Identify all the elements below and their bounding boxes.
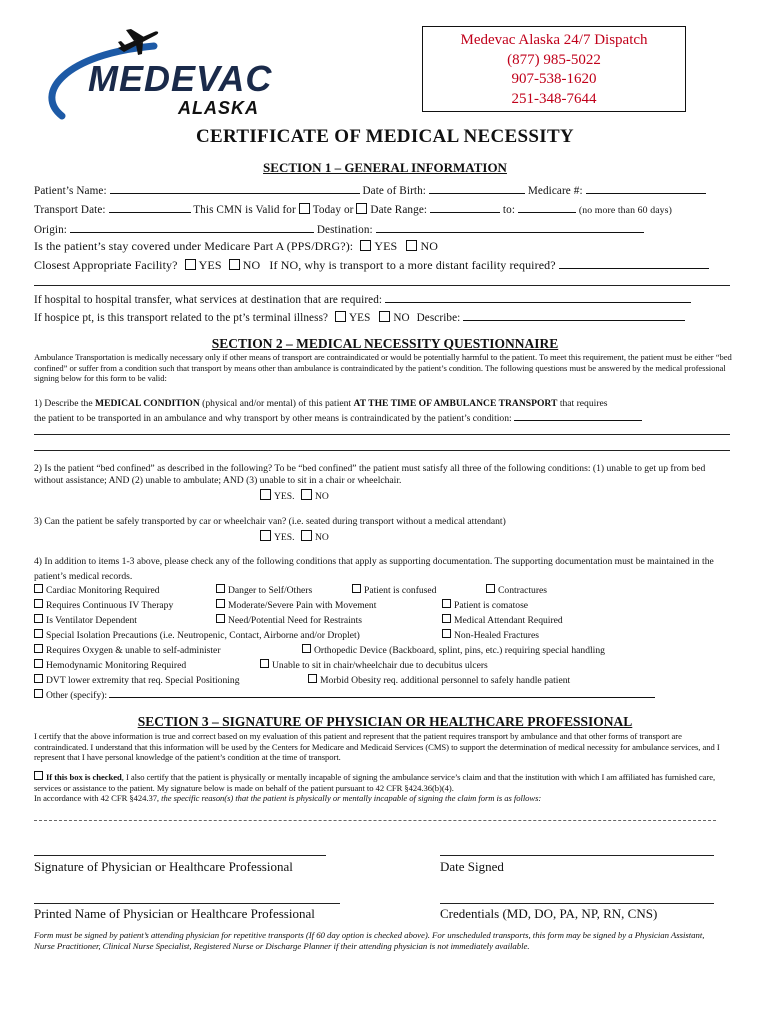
condition-hemodynamic[interactable]: [34, 659, 186, 671]
stay-covered-no-checkbox[interactable]: [406, 240, 417, 251]
cmn-valid-label: This CMN is Valid for: [193, 204, 296, 216]
condition-other[interactable]: [34, 689, 655, 701]
section3-if-checked: [34, 771, 734, 804]
condition-confused-checkbox[interactable]: [352, 584, 361, 593]
stay-covered-label: Is the patient’s stay covered under Medicare Part A (PPS/DRG?):: [34, 239, 354, 253]
stay-covered-yes-checkbox[interactable]: [360, 240, 371, 251]
condition-contractures[interactable]: [486, 584, 547, 596]
q4-text: 4) In addition to items 1-3 above, please check any of the following conditions that apply as supporting documentation. The supporting documentation must be maintained in the patient’s medical records.: [34, 556, 714, 582]
condition-other-field[interactable]: [109, 689, 655, 698]
patient-name-label: Patient’s Name:: [34, 185, 107, 197]
signature-label: Signature of Physician or Healthcare Professional: [34, 859, 293, 874]
q3-answer: [260, 530, 329, 543]
date-range-checkbox[interactable]: [356, 203, 367, 214]
condition-other-label: Other (specify):: [46, 690, 108, 701]
closest-facility-no-checkbox[interactable]: [229, 259, 240, 270]
condition-confused-label: Patient is confused: [364, 585, 437, 596]
row-hospice: [34, 310, 685, 324]
medicare-label: Medicare #:: [527, 185, 583, 197]
closest-facility-label: Closest Appropriate Facility?: [34, 258, 178, 272]
condition-pain-label: Moderate/Severe Pain with Movement: [228, 600, 377, 611]
hospice-yes-label: YES: [349, 312, 371, 324]
condition-iv-checkbox[interactable]: [34, 599, 43, 608]
patient-name-field[interactable]: [110, 183, 360, 194]
condition-orthopedic[interactable]: [302, 644, 605, 656]
if-no-field-line2[interactable]: [34, 285, 730, 286]
closest-facility-no-label: NO: [242, 258, 261, 272]
today-label: Today: [312, 204, 342, 216]
condition-danger[interactable]: [216, 584, 312, 596]
date-signed-label: Date Signed: [440, 859, 504, 874]
date-range-to-field[interactable]: [518, 202, 576, 213]
q3-no-label: NO: [314, 532, 329, 543]
q3-yes-checkbox[interactable]: [260, 530, 271, 541]
condition-isolation-checkbox[interactable]: [34, 629, 43, 638]
max-days-note: (no more than 60 days): [578, 205, 672, 216]
condition-danger-checkbox[interactable]: [216, 584, 225, 593]
q1-part-e: that requires: [557, 398, 608, 409]
transport-date-label: Transport Date:: [34, 204, 106, 216]
origin-label: Origin:: [34, 224, 68, 236]
condition-attendant[interactable]: [442, 614, 563, 626]
condition-restraints-checkbox[interactable]: [216, 614, 225, 623]
q3-no-checkbox[interactable]: [301, 530, 312, 541]
q1-part-b: MEDICAL CONDITION: [95, 398, 200, 409]
dispatch-phone-1: (877) 985-5022: [507, 51, 601, 68]
row-transport-date: [34, 202, 672, 216]
dob-label: Date of Birth:: [362, 185, 427, 197]
if-no-label: If NO, why is transport to a more distant facility required?: [269, 258, 556, 272]
condition-isolation[interactable]: [34, 629, 360, 641]
row-closest-facility: [34, 258, 709, 273]
printed-name-label: Printed Name of Physician or Healthcare Professional: [34, 906, 315, 921]
q2-answer: [260, 489, 329, 502]
condition-pain[interactable]: [216, 599, 376, 611]
hospice-no-checkbox[interactable]: [379, 311, 390, 322]
q1-part-d: AT THE TIME OF AMBULANCE TRANSPORT: [353, 398, 558, 409]
if-checked-rest: , I also certify that the patient is physically or mentally incapable of signing the ambulance service’s claim and that the institution with which I am affiliated has furnished care, services or assistance to the patient. My signature below is made on behalf of the patient pursuant to 42 CFR §424.36(b)(4).: [34, 772, 716, 793]
condition-hemodynamic-label: Hemodynamic Monitoring Required: [46, 660, 187, 671]
q1-answer-field[interactable]: [514, 410, 642, 421]
medevac-logo: [34, 24, 284, 124]
q3-yes-label: YES.: [274, 532, 295, 543]
cfr-part-b: the specific reason(s) that the patient is physically or mentally incapable of signing the claim form is as follows:: [161, 793, 542, 804]
condition-decubitus[interactable]: [260, 659, 488, 671]
origin-field[interactable]: [70, 222, 314, 233]
condition-dvt[interactable]: [34, 674, 240, 686]
section3-certify: I certify that the above information is true and correct based on my evaluation of this patient and represent that the patient requires transport by ambulance and that other forms of transport are contraindicated. I understand that this information will be used by the Centers for Medicare and Medicaid Services (CMS) to support the determination of medical necessity for ambulance services, and I represent that I have personal knowledge of the patient’s condition at the time of transport.: [34, 731, 720, 763]
q1-part-c: (physical and/or mental) of this patient: [199, 398, 354, 409]
condition-cardiac[interactable]: [34, 584, 160, 596]
today-checkbox[interactable]: [299, 203, 310, 214]
condition-dvt-checkbox[interactable]: [34, 674, 43, 683]
q1-answer-line2[interactable]: [34, 434, 730, 435]
signature-line[interactable]: [34, 855, 326, 856]
condition-orthopedic-checkbox[interactable]: [302, 644, 311, 653]
condition-restraints-label: Need/Potential Need for Restraints: [228, 615, 363, 626]
transport-date-field[interactable]: [109, 202, 191, 213]
condition-comatose[interactable]: [442, 599, 528, 611]
condition-orthopedic-label: Orthopedic Device (Backboard, splint, pins, etc.) requiring special handling: [314, 645, 605, 656]
if-no-field[interactable]: [559, 258, 709, 269]
stay-covered-no-label: NO: [420, 239, 438, 253]
condition-oxygen[interactable]: [34, 644, 221, 656]
hospice-describe-label: Describe:: [416, 312, 461, 324]
condition-ventilator[interactable]: [34, 614, 137, 626]
condition-isolation-label: Special Isolation Precautions (i.e. Neutropenic, Contact, Airborne and/or Droplet): [46, 630, 360, 641]
condition-comatose-checkbox[interactable]: [442, 599, 451, 608]
q1-part-f: the patient to be transported in an ambulance and why transport by other means is contraindicated by the patient’s condition:: [34, 413, 512, 425]
page-title: CERTIFICATE OF MEDICAL NECESSITY: [196, 126, 574, 147]
if-checked-bold: If this box is checked: [46, 772, 122, 782]
condition-fractures-label: Non-Healed Fractures: [454, 630, 539, 641]
medicare-field[interactable]: [586, 183, 706, 194]
dispatch-phone-2: 907-538-1620: [511, 71, 597, 87]
condition-danger-label: Danger to Self/Others: [228, 585, 313, 596]
condition-obesity[interactable]: [308, 674, 570, 686]
q2-yes-label: YES.: [274, 491, 295, 502]
condition-hemodynamic-checkbox[interactable]: [34, 659, 43, 668]
hospice-yes-checkbox[interactable]: [335, 311, 346, 322]
condition-contractures-label: Contractures: [498, 585, 548, 596]
incapable-checkbox[interactable]: [34, 771, 43, 780]
closest-facility-yes-label: YES: [198, 258, 222, 272]
closest-facility-yes-checkbox[interactable]: [185, 259, 196, 270]
q2-no-checkbox[interactable]: [301, 489, 312, 500]
q2-text: 2) Is the patient “bed confined” as described in the following? To be “bed confined” the patient must satisfy all three of the following conditions: (1) unable to get up from bed without assistance; AND (2) unable to ambulate; AND (3) unable to sit in a chair or wheelchair.: [34, 463, 706, 487]
date-signed-line[interactable]: [440, 855, 714, 856]
hosp-transfer-label: If hospital to hospital transfer, what services at destination that are required:: [34, 294, 383, 306]
q2-no-label: NO: [314, 491, 329, 502]
condition-obesity-checkbox[interactable]: [308, 674, 317, 683]
condition-confused[interactable]: [352, 584, 436, 596]
section2-heading: SECTION 2 – MEDICAL NECESSITY QUESTIONNAIRE: [211, 336, 559, 351]
hospice-no-label: NO: [393, 312, 410, 324]
to-label: to:: [502, 204, 516, 216]
printed-name-line[interactable]: [34, 903, 340, 904]
condition-iv[interactable]: [34, 599, 173, 611]
condition-decubitus-label: Unable to sit in chair/wheelchair due to decubitus ulcers: [272, 660, 488, 671]
row-origin: [34, 222, 644, 236]
condition-restraints[interactable]: [216, 614, 362, 626]
dob-field[interactable]: [429, 183, 525, 194]
credentials-line[interactable]: [440, 903, 714, 904]
date-range-from-field[interactable]: [430, 202, 500, 213]
condition-oxygen-label: Requires Oxygen & unable to self-administer: [46, 645, 221, 656]
q1-part-a: 1) Describe the: [34, 398, 96, 409]
condition-obesity-label: Morbid Obesity req. additional personnel to safely handle patient: [320, 675, 571, 686]
condition-attendant-label: Medical Attendant Required: [454, 615, 563, 626]
condition-contractures-checkbox[interactable]: [486, 584, 495, 593]
section1-heading: SECTION 1 – GENERAL INFORMATION: [263, 160, 507, 175]
logo-main-text: MEDEVAC: [88, 58, 273, 99]
q1-text: [34, 398, 734, 426]
hospice-label: If hospice pt, is this transport related to the pt’s terminal illness?: [34, 312, 329, 324]
condition-ventilator-label: Is Ventilator Dependent: [46, 615, 137, 626]
condition-fractures[interactable]: [442, 629, 539, 641]
condition-pain-checkbox[interactable]: [216, 599, 225, 608]
q3-text: 3) Can the patient be safely transported by car or wheelchair van? (i.e. seated during transport without a medical attendant): [34, 516, 506, 527]
credentials-label: Credentials (MD, DO, PA, NP, RN, CNS): [440, 906, 658, 921]
dispatch-box: [422, 26, 686, 112]
destination-field[interactable]: [376, 222, 644, 233]
condition-dvt-label: DVT lower extremity that req. Special Positioning: [46, 675, 240, 686]
hospice-describe-field[interactable]: [463, 310, 685, 321]
row-patient-name: [34, 183, 706, 197]
or-label: or: [343, 204, 354, 216]
hosp-transfer-field[interactable]: [385, 292, 691, 303]
condition-ventilator-checkbox[interactable]: [34, 614, 43, 623]
condition-fractures-checkbox[interactable]: [442, 629, 451, 638]
cfr-part-a: In accordance with 42 CFR §424.37,: [34, 793, 162, 804]
section2-intro: Ambulance Transportation is medically necessary only if other means of transport are contraindicated or would be potentially harmful to the patient. To meet this requirement, the patient must be either “bed confined” or suffer from a condition such that transport by means other than ambulance is contraindicated by the patient’s condition. The following questions must be answered by the medical professional signing below for this form to be valid:: [34, 352, 732, 384]
condition-cardiac-checkbox[interactable]: [34, 584, 43, 593]
destination-label: Destination:: [316, 224, 373, 236]
dispatch-phone-3: 251-348-7644: [511, 90, 597, 107]
condition-attendant-checkbox[interactable]: [442, 614, 451, 623]
stay-covered-yes-label: YES: [374, 239, 398, 253]
condition-cardiac-label: Cardiac Monitoring Required: [46, 585, 160, 596]
condition-comatose-label: Patient is comatose: [454, 600, 529, 611]
airplane-icon: [116, 26, 160, 56]
dispatch-title: Medevac Alaska 24/7 Dispatch: [460, 32, 648, 48]
condition-oxygen-checkbox[interactable]: [34, 644, 43, 653]
row-hosp-transfer: [34, 292, 691, 306]
row-stay-covered: [34, 239, 438, 254]
condition-iv-label: Requires Continuous IV Therapy: [46, 600, 174, 611]
logo-sub-text: ALASKA: [178, 98, 259, 118]
q1-answer-line3[interactable]: [34, 450, 730, 451]
footer-note: Form must be signed by patient’s attending physician for repetitive transports (If 60 day option is checked above). For unscheduled transports, this form may be signed by a Physician Assistant, Nurse Practitioner, Clinical Nurse Specialist, Registered Nurse or Discharge Planner if their attending physician is not immediately available.: [34, 930, 705, 951]
incapable-reason-line[interactable]: [34, 820, 716, 821]
q2-yes-checkbox[interactable]: [260, 489, 271, 500]
section3-heading: SECTION 3 – SIGNATURE OF PHYSICIAN OR HEALTHCARE PROFESSIONAL: [137, 714, 633, 729]
condition-decubitus-checkbox[interactable]: [260, 659, 269, 668]
date-range-label: Date Range:: [370, 204, 428, 216]
condition-other-checkbox[interactable]: [34, 689, 43, 698]
